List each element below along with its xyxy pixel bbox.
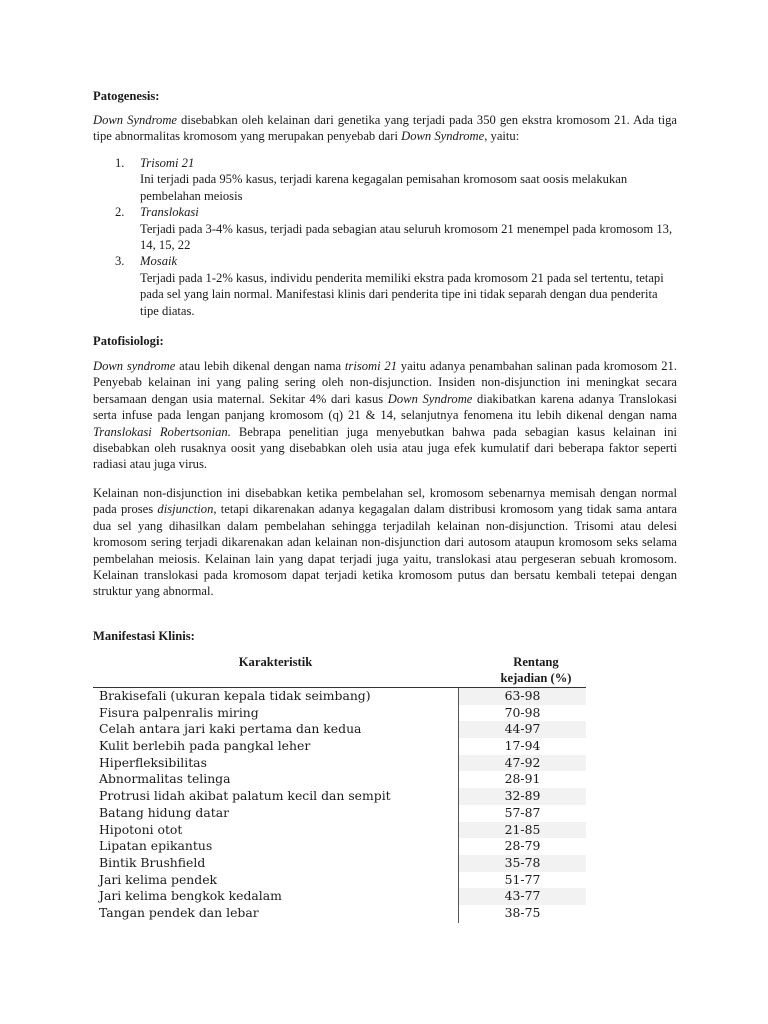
table-header [93,652,586,688]
cell-rentang: 57-87 [504,804,541,820]
table-row [93,805,586,822]
cell-karakteristik: Jari kelima bengkok kedalam [99,888,282,904]
cell-karakteristik: Kulit berlebih pada pangkal leher [99,738,311,754]
cell-rentang: 32-89 [459,788,586,805]
table-row [93,705,586,722]
column-header-karakteristik: Karakteristik [238,655,313,669]
manifestasi-heading: Manifestasi Klinis: [93,629,195,643]
cell-rentang: 28-79 [504,838,541,854]
list-item-desc: Terjadi pada 3-4% kasus, terjadi pada sebagian atau seluruh kromosom 21 menempel pada kromosom 13, 14, 15, 22 [140,221,673,253]
table-row [93,838,586,855]
cell-karakteristik: Batang hidung datar [99,804,230,820]
table-row [93,822,586,839]
patogenesis-intro: Down Syndrome disebabkan oleh kelainan dari genetika yang terjadi pada 350 gen ekstra kromosom 21. Ada tiga tipe abnormalitas kromosom yang merupakan penyebab dari Down Syndrome, yaitu: [93,113,677,144]
cell-karakteristik: Lipatan epikantus [99,838,213,854]
abnormality-type-list [93,155,677,319]
cell-karakteristik: Hipotoni otot [99,821,183,837]
list-item-desc: Terjadi pada 1-2% kasus, individu penderita memiliki ekstra pada kromosom 21 pada sel tertentu, tetapi pada sel yang lain normal. Manifestasi klinis dari penderita tipe ini tidak separah dengan dua penderita tipe diatas. [140,270,664,318]
cell-rentang: 35-78 [459,855,586,872]
cell-rentang: 47-92 [459,755,586,772]
cell-karakteristik: Hiperfleksibilitas [99,754,207,770]
cell-rentang: 63-98 [459,688,586,705]
table-row [93,888,586,905]
patogenesis-heading: Patogenesis: [93,89,160,103]
list-item-desc: Ini terjadi pada 95% kasus, terjadi karena kegagalan pemisahan kromosom saat oosis melakukan pembelahan meiosis [140,172,628,203]
table-row [93,771,586,788]
cell-rentang: 70-98 [504,704,541,720]
table-row [93,755,586,772]
cell-karakteristik: Tangan pendek dan lebar [99,904,259,920]
cell-karakteristik: Bintik Brushfield [99,854,206,870]
list-item-title: Translokasi [140,205,199,220]
term-down-syndrome: Down Syndrome [401,129,485,144]
cell-karakteristik: Jari kelima pendek [99,871,218,887]
column-header-rentang: Rentang kejadian (%) [500,655,572,686]
cell-rentang: 17-94 [504,738,541,754]
table-row [93,872,586,889]
cell-rentang: 21-85 [459,822,586,839]
patofisiologi-paragraph-1: Down syndrome atau lebih dikenal dengan nama trisomi 21 yaitu adanya penambahan salinan pada kromosom 21. Penyebab kelainan ini yang paling sering oleh non-disjunction. Insiden non-disjunction ini meningkat secara bersamaan dengan usia maternal. Sekitar 4% dari kasus Down Syndrome diakibatkan karena adanya Translokasi serta infuse pada lengan panjang kromosom (q) 21 & 14, selanjutnya fenomena itu lebih dikenal dengan nama Translokasi Robertsonian. Bebrapa penelitian juga menyebutkan bahwa pada sebagian kasus kelainan ini disebabkan oleh rusaknya oosit yang disebabkan oleh usia atau juga efek kumulatif dari beberapa faktor seperti radiasi atau juga virus. [93,359,677,472]
table-row [93,788,586,805]
list-item-title: Trisomi 21 [140,156,195,170]
cell-rentang: 44-97 [459,721,586,738]
patofisiologi-paragraph-2: Kelainan non-disjunction ini disebabkan ketika pembelahan sel, kromosom sebenarnya memisah dengan normal pada proses disjunction, tetapi dikarenakan adanya kegagalan dalam distribusi kromosom yang tidak sama antara dua sel yang dihasilkan dalam pembelahan sehingga terjadilah kelainan non-disjunction. Trisomi atau delesi kromosom sering terjadi dikarenakan adan kelainan non-disjunction dari autosom ataupun kromosom seks selama pembelahan meiosis. Kelainan lain yang dapat terjadi juga yaitu, translokasi atau pergeseran sebuah kromosom. Kelainan translokasi pada kromosom dapat terjadi ketika kromosom putus dan bersatu kembali tetepai dengan struktur yang abnormal. [93,486,678,599]
cell-karakteristik: Fisura palpenralis miring [99,704,259,720]
cell-rentang: 38-75 [504,904,541,920]
table-row [93,738,586,755]
cell-rentang: 28-91 [504,771,541,787]
cell-karakteristik: Brakisefali (ukuran kepala tidak seimbang) [99,688,371,703]
list-item-mosaik: 3. Mosaik Terjadi pada 1-2% kasus, individu penderita memiliki ekstra pada kromosom 21 pada sel tertentu, tetapi pada sel yang lain normal. Manifestasi klinis dari penderita tipe ini tidak separah dengan dua penderita tipe diatas. [93,253,677,319]
table-row [93,855,586,872]
table-row [93,688,586,705]
table-body [93,688,586,922]
list-item-translokasi: 2. Translokasi Terjadi pada 3-4% kasus, terjadi pada sebagian atau seluruh kromosom 21 menempel pada kromosom 13, 14, 15, 22 [93,204,677,253]
term-down-syndrome: Down Syndrome [93,113,178,127]
list-item-title: Mosaik [140,254,178,269]
table-row [93,905,586,922]
cell-karakteristik: Celah antara jari kaki pertama dan kedua [99,721,362,737]
cell-karakteristik: Abnormalitas telinga [99,771,231,787]
cell-rentang: 51-77 [504,871,541,887]
table-row [93,721,586,738]
cell-karakteristik: Protrusi lidah akibat palatum kecil dan sempit [99,788,391,804]
cell-rentang: 43-77 [459,888,586,905]
patofisiologi-heading: Patofisiologi: [93,334,164,348]
manifestasi-table [93,652,586,922]
list-item-trisomi: 1. Trisomi 21 Ini terjadi pada 95% kasus, terjadi karena kegagalan pemisahan kromosom saat oosis melakukan pembelahan meiosis [93,155,677,204]
